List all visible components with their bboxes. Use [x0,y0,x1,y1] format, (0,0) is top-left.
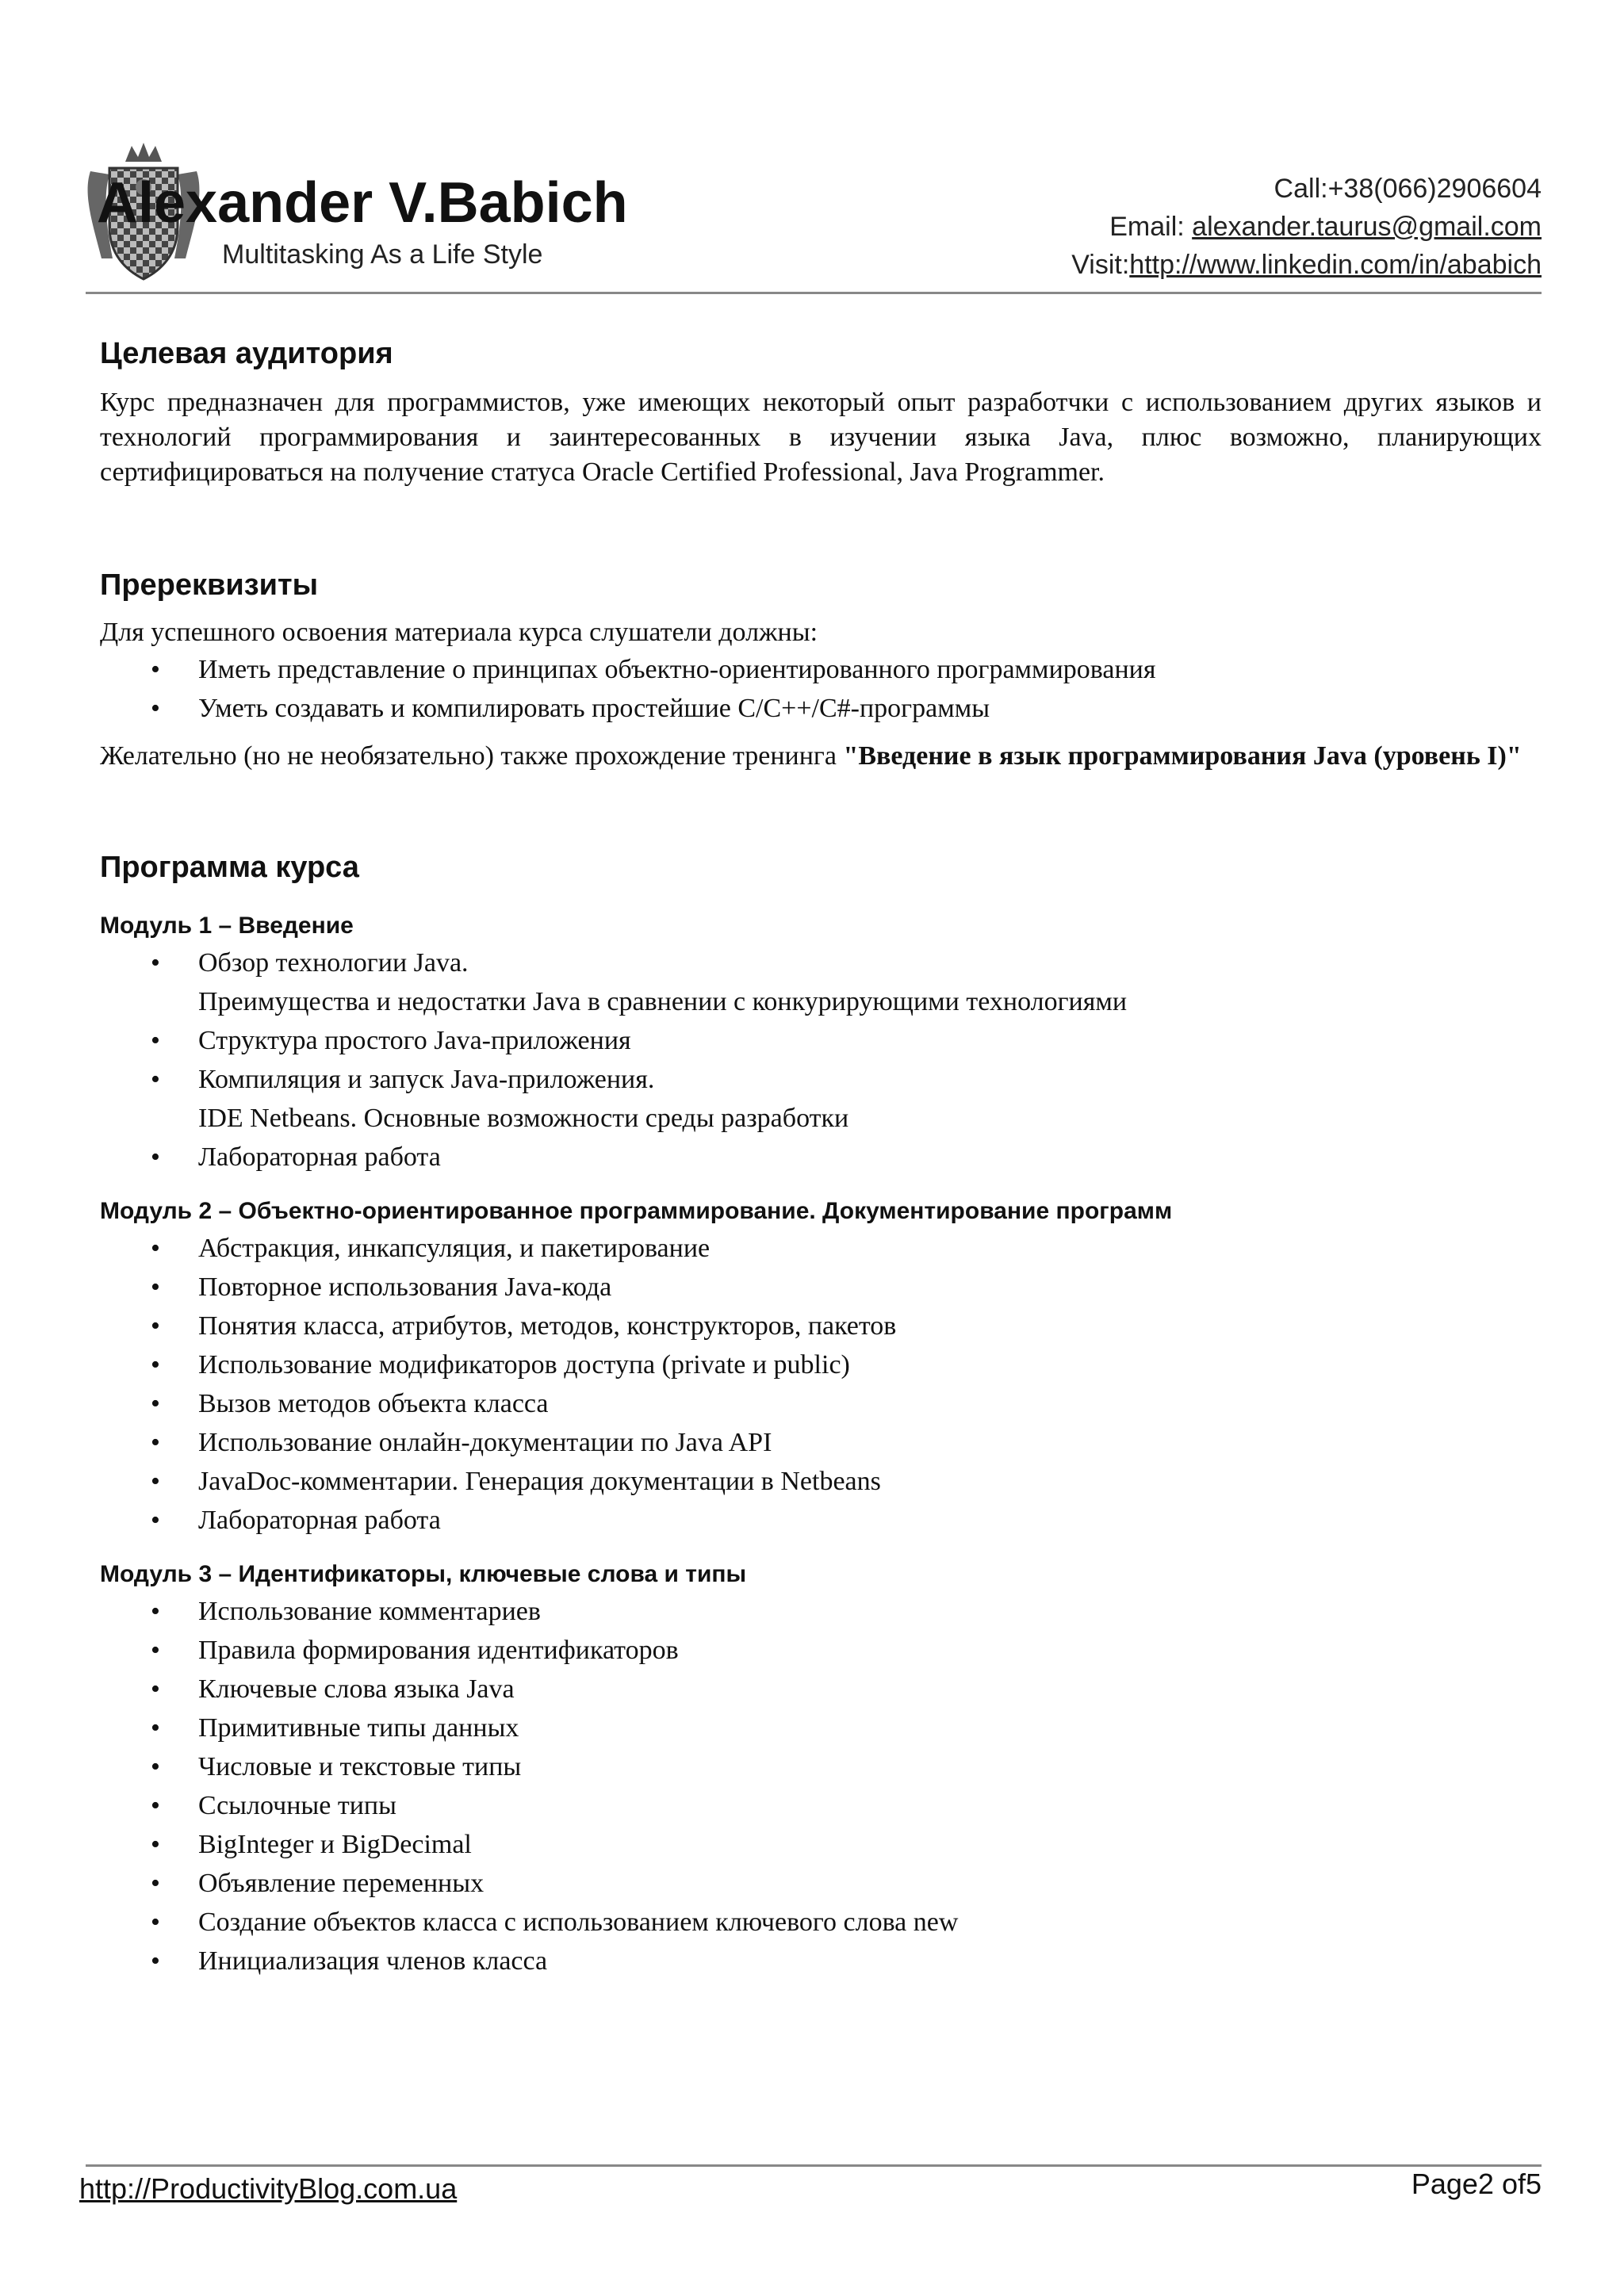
prereq-note-text: Желательно (но не необязательно) также прохождение тренинга [100,741,844,771]
module-1-list [100,943,1542,1177]
list-item: • Иметь представление о принципах объектно-ориентированного программирования [100,650,1542,689]
list-item-text: Лабораторная работа [198,1142,441,1172]
list-item-line2: IDE Netbeans. Основные возможности среды разработки [198,1104,849,1133]
list-item: • Понятия класса, атрибутов, методов, конструкторов, пакетов [100,1307,1542,1345]
visit-label: Visit: [1071,250,1130,280]
module-3-list [100,1592,1542,1980]
list-item: • Абстракция, инкапсуляция, и пакетирование [100,1229,1542,1268]
module-2-title: Модуль 2 – Объектно-ориентированное программирование. Документирование программ [100,1198,1173,1224]
website-link[interactable]: http://www.linkedin.com/in/ababich [1129,250,1542,280]
list-item: • Использование онлайн-документации по Java API [100,1423,1542,1462]
footer-link[interactable]: http://ProductivityBlog.com.ua [79,2172,458,2205]
list-item: • Использование комментариев [100,1592,1542,1631]
list-item: • Инициализация членов класса [100,1942,1542,1980]
document-body [100,333,1542,1980]
header-divider [86,292,1542,294]
author-tagline: Multitasking As a Life Style [222,239,543,270]
phone-number: +38(066)2906604 [1327,174,1542,204]
list-item: • Вызов методов объекта класса [100,1384,1542,1423]
list-item: • Уметь создавать и компилировать простейшие C/C++/C#-программы [100,689,1542,728]
list-item [100,1060,1542,1138]
module-1-title: Модуль 1 – Введение [100,913,354,939]
prereq-intro: Для успешного освоения материала курса слушатели должны: [100,618,818,647]
footer-divider [86,2164,1542,2167]
list-item: • Использование модификаторов доступа (private и public) [100,1345,1542,1384]
list-item: • Повторное использования Java-кода [100,1268,1542,1307]
contact-block [1071,170,1542,284]
module-2-list [100,1229,1542,1540]
email-label: Email: [1109,212,1193,242]
prereq-note-course: "Введение в язык программирования Java (уровень I)" [843,741,1522,771]
page-number: Page2 of5 [1411,2168,1542,2200]
email-link[interactable]: alexander.taurus@gmail.com [1192,212,1542,242]
list-item: • Ссылочные типы [100,1786,1542,1825]
module-3-title: Модуль 3 – Идентификаторы, ключевые слова и типы [100,1561,747,1587]
prereq-heading: Пререквизиты [100,568,319,602]
visit-line [1071,246,1542,284]
list-item [100,943,1542,1021]
list-item-text: Компиляция и запуск Java-приложения. [198,1065,655,1094]
list-item-line2: Преимущества и недостатки Java в сравнении с конкурирующими технологиями [198,987,1128,1016]
phone-line [1071,170,1542,208]
list-item: • Объявление переменных [100,1864,1542,1903]
list-item: • Лабораторная работа [100,1501,1542,1540]
list-item: • Создание объектов класса с использованием ключевого слова new [100,1903,1542,1942]
page-header [86,135,1542,290]
list-item-text: Обзор технологии Java. [198,948,469,978]
list-item: • Числовые и текстовые типы [100,1747,1542,1786]
list-item: • BigInteger и BigDecimal [100,1825,1542,1864]
list-item [100,1021,1542,1060]
prereq-list [100,650,1542,728]
list-item: • Примитивные типы данных [100,1709,1542,1747]
list-item [100,1138,1542,1177]
call-label: Call: [1274,174,1328,204]
list-item: • Правила формирования идентификаторов [100,1631,1542,1670]
list-item-text: Структура простого Java-приложения [198,1026,631,1055]
email-line [1071,208,1542,246]
program-heading: Программа курса [100,851,359,884]
prereq-note [100,739,1542,774]
audience-text: Курс предназначен для программистов, уже имеющих некоторый опыт разработчки с использованием других языков и технологий программирования и заинтересованных в изучении языка Java, плюс возможно, планирующих сертифицироваться на получение статуса Oracle Certified Professional, Java Programmer. [100,388,1542,487]
list-item: • Ключевые слова языка Java [100,1670,1542,1709]
list-item: • JavaDoc-комментарии. Генерация документации в Netbeans [100,1462,1542,1501]
author-name: Alexander V.Babich [97,171,628,235]
audience-heading: Целевая аудитория [100,337,393,370]
